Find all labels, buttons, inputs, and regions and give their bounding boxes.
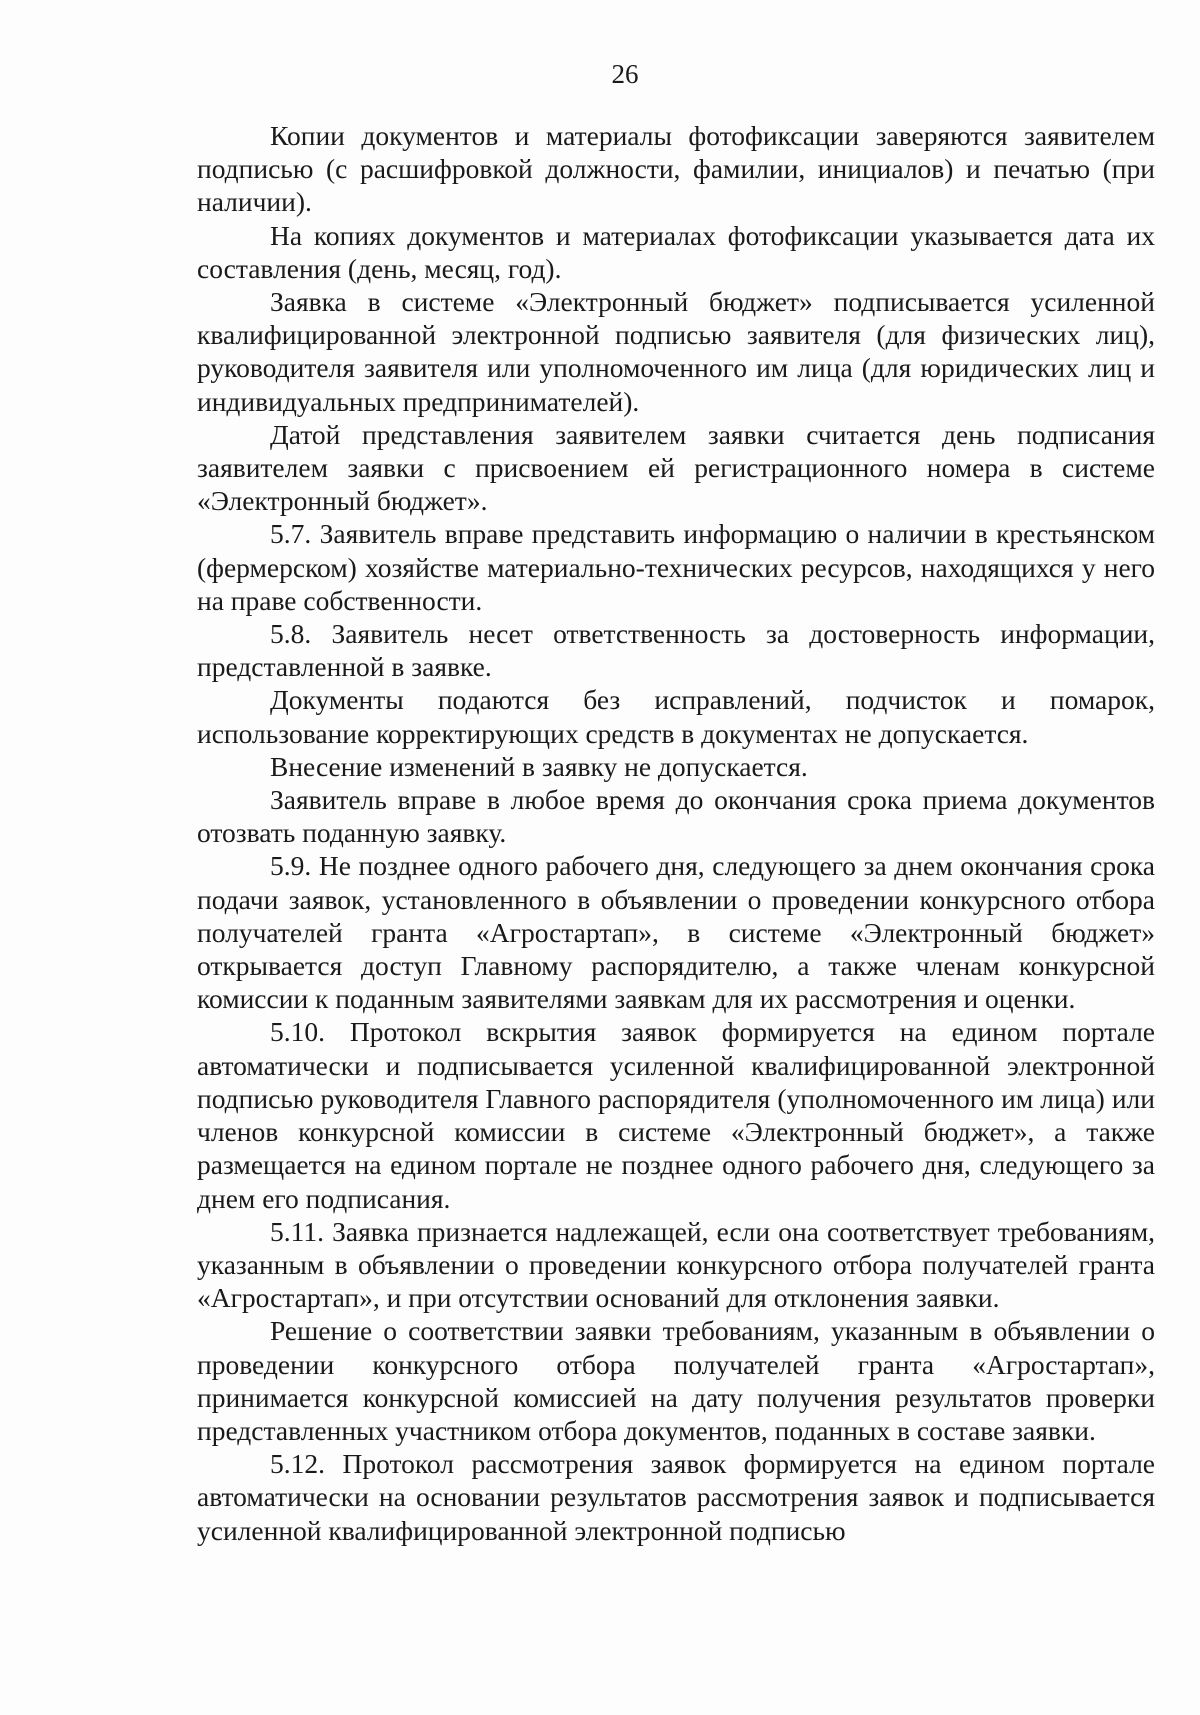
paragraph-5-9: 5.9. Не позднее одного рабочего дня, следующего за днем окончания срока подачи заявок, установленного в объявлении о проведении конкурсного отбора получателей гранта «Агростартап», в системе «Электронный бюджет» открывается доступ Главному распорядителю, а также членам конкурсной комиссии к поданным заявителями заявкам для их рассмотрения и оценки. bbox=[197, 850, 1155, 1015]
paragraph-5-11: 5.11. Заявка признается надлежащей, если она соответствует требованиям, указанным в объявлении о проведении конкурсного отбора получателей гранта «Агростартап», и при отсутствии оснований для отклонения заявки. bbox=[197, 1215, 1155, 1314]
paragraph-copies-date: На копиях документов и материалах фотофиксации указывается дата их составления (день, месяц, год). bbox=[197, 219, 1155, 284]
paragraph-withdrawal: Заявитель вправе в любое время до окончания срока приема документов отозвать поданную заявку. bbox=[197, 784, 1155, 849]
page-number: 26 bbox=[611, 59, 639, 89]
paragraph-no-changes: Внесение изменений в заявку не допускается. bbox=[270, 750, 808, 782]
paragraph-copies-certification: Копии документов и материалы фотофиксации заверяются заявителем подписью (с расшифровкой должности, фамилии, инициалов) и печатью (при наличии). bbox=[197, 120, 1155, 218]
paragraph-no-corrections: Документы подаются без исправлений, подчисток и помарок, использование корректирующих средств в документах не допускается. bbox=[197, 684, 1155, 749]
paragraph-5-10: 5.10. Протокол вскрытия заявок формируется на едином портале автоматически и подписывается усиленной квалифицированной электронной подписью руководителя Главного распорядителя (уполномоченного им лица) или членов конкурсной комиссии в системе «Электронный бюджет», а также размещается на едином портале не позднее одного рабочего дня, следующего за днем его подписания. bbox=[197, 1016, 1155, 1214]
paragraph-5-8: 5.8. Заявитель несет ответственность за достоверность информации, представленной в заявке. bbox=[197, 618, 1155, 683]
paragraph-compliance-decision: Решение о соответствии заявки требованиям, указанным в объявлении о проведении конкурсного отбора получателей гранта «Агростартап», принимается конкурсной комиссией на дату получения результатов проверки представленных участником отбора документов, поданных в составе заявки. bbox=[197, 1315, 1155, 1446]
paragraph-submission-date: Датой представления заявителем заявки считается день подписания заявителем заявки с присвоением ей регистрационного номера в системе «Электронный бюджет». bbox=[197, 418, 1155, 517]
paragraph-5-12: 5.12. Протокол рассмотрения заявок формируется на едином портале автоматически на основании результатов рассмотрения заявок и подписывается усиленной квалифицированной электронной подписью bbox=[197, 1448, 1155, 1546]
paragraph-5-7: 5.7. Заявитель вправе представить информацию о наличии в крестьянском (фермерском) хозяйстве материально-технических ресурсов, находящихся у него на праве собственности. bbox=[197, 518, 1155, 616]
paragraph-application-signature: Заявка в системе «Электронный бюджет» подписывается усиленной квалифицированной электронной подписью заявителя (для физических лиц), руководителя заявителя или уполномоченного им лица (для юридических лиц и индивидуальных предпринимателей). bbox=[197, 286, 1155, 417]
document-body bbox=[197, 119, 1155, 1547]
